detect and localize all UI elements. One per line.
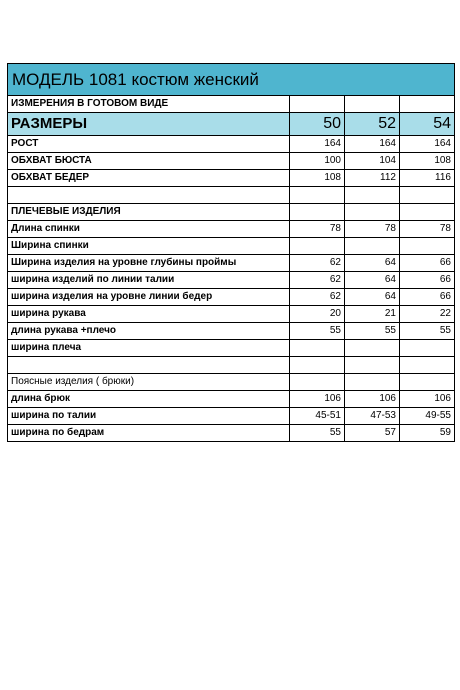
table-row (8, 255, 455, 272)
row-value: 66 (400, 289, 455, 306)
size-50: 50 (290, 113, 345, 136)
table-row (8, 272, 455, 289)
row-label: Поясные изделия ( брюки) (8, 374, 290, 391)
row-value: 116 (400, 170, 455, 187)
row-value: 49-55 (400, 408, 455, 425)
table-row (8, 408, 455, 425)
row-label: ОБХВАТ БЕДЕР (8, 170, 290, 187)
row-value (345, 187, 400, 204)
empty-cell (345, 96, 400, 113)
row-value: 78 (400, 221, 455, 238)
row-value: 164 (345, 136, 400, 153)
row-value (400, 340, 455, 357)
row-value (290, 374, 345, 391)
row-value: 22 (400, 306, 455, 323)
row-value: 55 (290, 323, 345, 340)
row-label (8, 357, 290, 374)
subtitle-cell: ИЗМЕРЕНИЯ В ГОТОВОМ ВИДЕ (8, 96, 290, 113)
row-value: 57 (345, 425, 400, 442)
row-label: ОБХВАТ БЮСТА (8, 153, 290, 170)
table-row (8, 187, 455, 204)
row-value: 112 (345, 170, 400, 187)
row-value: 108 (400, 153, 455, 170)
row-value (345, 357, 400, 374)
table-row (8, 289, 455, 306)
table-row (8, 340, 455, 357)
row-value (290, 187, 345, 204)
row-label: РОСТ (8, 136, 290, 153)
size-chart-sheet (7, 63, 454, 442)
row-value (290, 204, 345, 221)
row-label: ширина рукава (8, 306, 290, 323)
row-value: 21 (345, 306, 400, 323)
row-value (345, 204, 400, 221)
row-value: 62 (290, 255, 345, 272)
row-value: 55 (290, 425, 345, 442)
row-value: 106 (290, 391, 345, 408)
empty-cell (400, 96, 455, 113)
row-value: 64 (345, 272, 400, 289)
size-chart-table (7, 63, 455, 442)
table-row (8, 306, 455, 323)
row-value: 108 (290, 170, 345, 187)
row-label: длина рукава +плечо (8, 323, 290, 340)
row-value: 78 (345, 221, 400, 238)
row-value: 104 (345, 153, 400, 170)
row-value (345, 340, 400, 357)
row-value: 47-53 (345, 408, 400, 425)
row-value: 100 (290, 153, 345, 170)
table-row (8, 374, 455, 391)
row-label: Длина спинки (8, 221, 290, 238)
row-label: ширина по талии (8, 408, 290, 425)
table-row (8, 204, 455, 221)
row-value (290, 238, 345, 255)
row-label: ширина по бедрам (8, 425, 290, 442)
table-row (8, 238, 455, 255)
row-value: 64 (345, 255, 400, 272)
title-row (8, 64, 455, 96)
sizes-header-row (8, 113, 455, 136)
subtitle-row (8, 96, 455, 113)
row-value (400, 357, 455, 374)
row-value (400, 238, 455, 255)
row-label: Ширина спинки (8, 238, 290, 255)
row-value: 164 (290, 136, 345, 153)
row-label: ширина плеча (8, 340, 290, 357)
row-value (400, 204, 455, 221)
table-row (8, 170, 455, 187)
row-value: 55 (400, 323, 455, 340)
sheet-title: МОДЕЛЬ 1081 костюм женский (8, 64, 455, 96)
row-value: 66 (400, 272, 455, 289)
row-label: длина брюк (8, 391, 290, 408)
row-label: ПЛЕЧЕВЫЕ ИЗДЕЛИЯ (8, 204, 290, 221)
row-label: ширина изделия на уровне линии бедер (8, 289, 290, 306)
row-value: 78 (290, 221, 345, 238)
table-row (8, 221, 455, 238)
row-value: 66 (400, 255, 455, 272)
row-value: 106 (345, 391, 400, 408)
row-label: Ширина изделия на уровне глубины проймы (8, 255, 290, 272)
row-label (8, 187, 290, 204)
row-value: 45-51 (290, 408, 345, 425)
table-row (8, 153, 455, 170)
sizes-label: РАЗМЕРЫ (8, 113, 290, 136)
row-value (400, 374, 455, 391)
row-value: 20 (290, 306, 345, 323)
size-52: 52 (345, 113, 400, 136)
table-row (8, 391, 455, 408)
row-label: ширина изделий по линии талии (8, 272, 290, 289)
row-value (345, 374, 400, 391)
row-value: 106 (400, 391, 455, 408)
row-value: 55 (345, 323, 400, 340)
row-value (290, 357, 345, 374)
row-value: 62 (290, 272, 345, 289)
row-value: 164 (400, 136, 455, 153)
row-value: 62 (290, 289, 345, 306)
table-row (8, 425, 455, 442)
table-row (8, 357, 455, 374)
row-value (345, 238, 400, 255)
row-value (400, 187, 455, 204)
row-value: 64 (345, 289, 400, 306)
size-54: 54 (400, 113, 455, 136)
row-value: 59 (400, 425, 455, 442)
row-value (290, 340, 345, 357)
table-row (8, 136, 455, 153)
empty-cell (290, 96, 345, 113)
table-row (8, 323, 455, 340)
